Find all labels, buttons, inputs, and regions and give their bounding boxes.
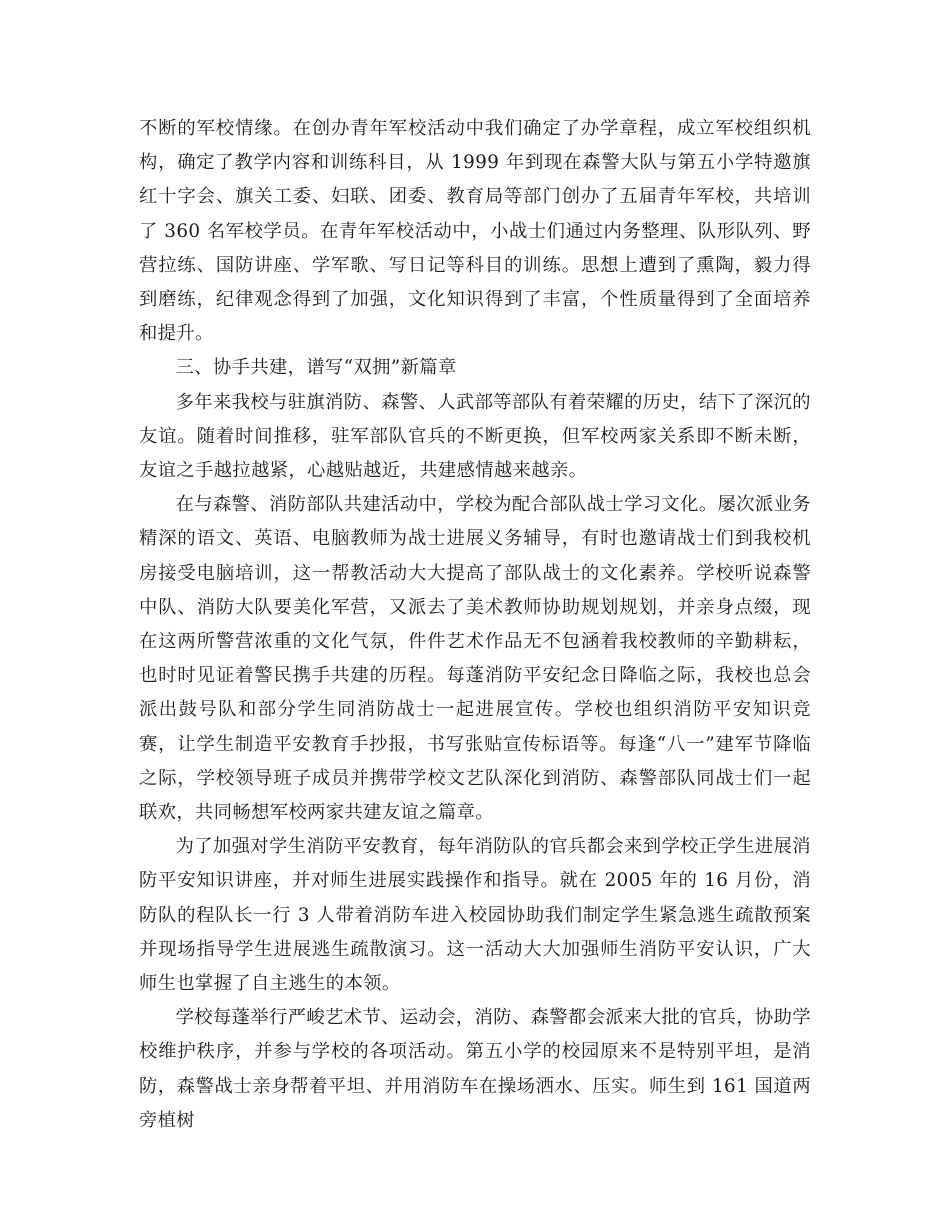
document-page bbox=[139, 112, 811, 1138]
paragraph-continued: 不断的军校情缘。在创办青年军校活动中我们确定了办学章程，成立军校组织机构，确定了教学内容和训练科目，从 1999 年到现在森警大队与第五小学特邀旗红十字会、旗关工委、妇联、团委、教育局等部门创办了五届青年军校，共培训了 360 名军校学员。在青年军校活动中，小战士们通过内务整理、队形队列、野营拉练、国防讲座、学军歌、写日记等科目的训练。思想上遭到了熏陶，毅力得到磨练，纪律观念得到了加强，文化知识得到了丰富，个性质量得到了全面培养和提升。 bbox=[139, 118, 811, 345]
section-heading: 三、协手共建，谱写“双拥”新篇章 bbox=[175, 357, 457, 379]
paragraph-joint-activities: 在与森警、消防部队共建活动中，学校为配合部队战士学习文化。屡次派业务精深的语文、英语、电脑教师为战士进展义务辅导，有时也邀请战士们到我校机房接受电脑培训，这一帮教活动大大提高了部队战士的文化素养。学校听说森警中队、消防大队要美化军营，又派去了美术教师协助规划规划，并亲身点缀，现在这两所警营浓重的文化气氛，件件艺术作品无不包涵着我校教师的辛勤耕耘，也时时见证着警民携手共建的历程。每蓬消防平安纪念日降临之际，我校也总会派出鼓号队和部分学生同消防战士一起进展宣传。学校也组织消防平安知识竞赛，让学生制造平安教育手抄报，书写张贴宣传标语等。每逢“八一”建军节降临之际，学校领导班子成员并携带学校文艺队深化到消防、森警部队同战士们一起联欢，共同畅想军校两家共建友谊之篇章。 bbox=[139, 494, 811, 824]
paragraph-school-events: 学校每蓬举行严峻艺术节、运动会，消防、森警都会派来大批的官兵，协助学校维护秩序，并参与学校的各项活动。第五小学的校园原来不是特别平坦，是消防，森警战士亲身帮着平坦、并用消防车在操场洒水、压实。师生到 161 国道两旁植树 bbox=[139, 1007, 811, 1131]
paragraph-fire-safety: 为了加强对学生消防平安教育，每年消防队的官兵都会来到学校正学生进展消防平安知识讲座，并对师生进展实践操作和指导。就在 2005 年的 16 月份，消防队的程队长一行 3 人带着消防车进入校园协助我们制定学生紧急逃生疏散预案并现场指导学生进展逃生疏散演习。这一活动大大加强师生消防平安认识，广大师生也掌握了自主逃生的本领。 bbox=[139, 836, 811, 995]
paragraph-friendship: 多年来我校与驻旗消防、森警、人武部等部队有着荣耀的历史，结下了深沉的友谊。随着时间推移，驻军部队官兵的不断更换，但军校两家关系即不断未断，友谊之手越拉越紧，心越贴越近，共建感情越来越亲。 bbox=[139, 391, 811, 482]
